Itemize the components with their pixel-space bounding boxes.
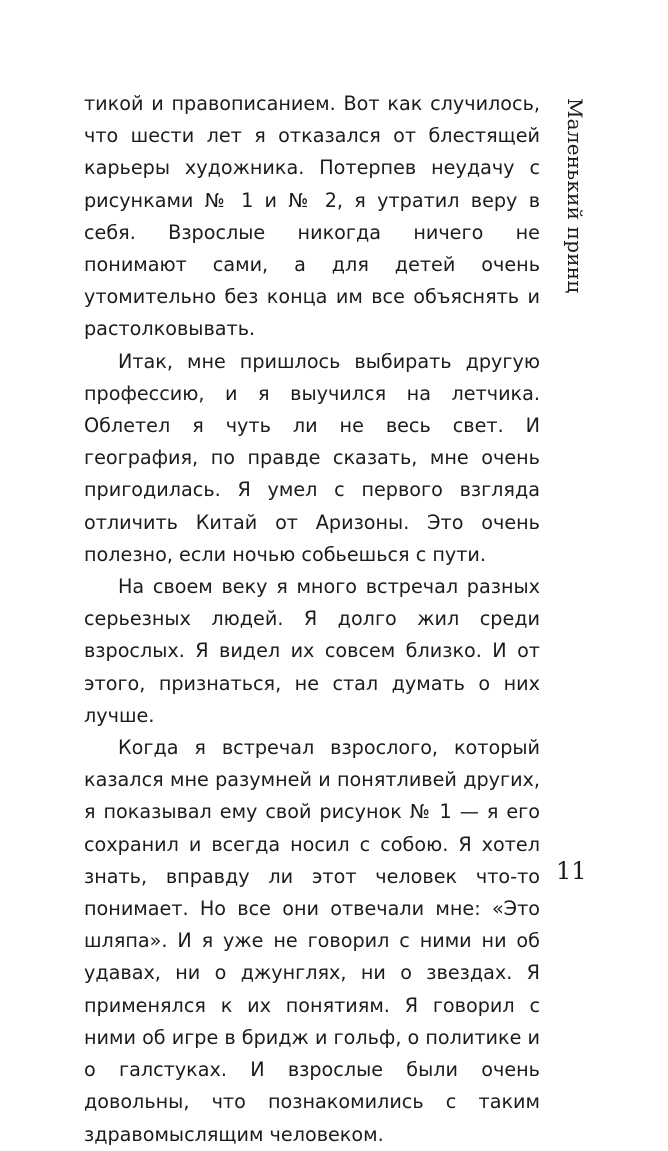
body-text [84,88,540,1151]
page-number: 11 [556,857,587,885]
paragraph-profession: Итак, мне пришлось выбирать другую профессию, и я выучился на летчика. Облетел я чуть ли не весь свет. И география, по правде сказать, мне очень пригодилась. Я умел с первого взгляда отличить Китай от Аризоны. Это очень полезно, если ночью собьешься с пути. [84,349,540,566]
paragraph-continued: тикой и правописанием. Вот как случилось, что шести лет я отказался от блестящей карьеры художника. Потерпев неудачу с рисунками № 1 и № 2, я утратил веру в себя. Взрослые никогда ничего не понимают сами, а для детей очень утомительно без конца им все объяснять и растолковывать. [84,92,540,341]
paragraph-drawing-test: Когда я встречал взрослого, который казался мне разумней и понятливей других, я показывал ему свой рисунок № 1 — я его сохранил и всегда носил с собою. Я хотел знать, вправду ли этот человек что-то понимает. Но все они отвечали мне: «Это шляпа». И я уже не говорил с ними ни об удавах, ни о джунглях, ни о звездах. Я применялся к их понятиям. Я говорил с ними об игре в бридж и гольф, о политике и о галстуках. И взрослые были очень довольны, что познакомились с таким здравомыслящим человеком. [84,736,540,1146]
paragraph-serious-people: На своем веку я много встречал разных серьезных людей. Я долго жил среди взрослых. Я видел их совсем близко. И от этого, признаться, не стал думать о них лучше. [84,575,540,727]
running-title: Маленький принц [563,98,587,294]
